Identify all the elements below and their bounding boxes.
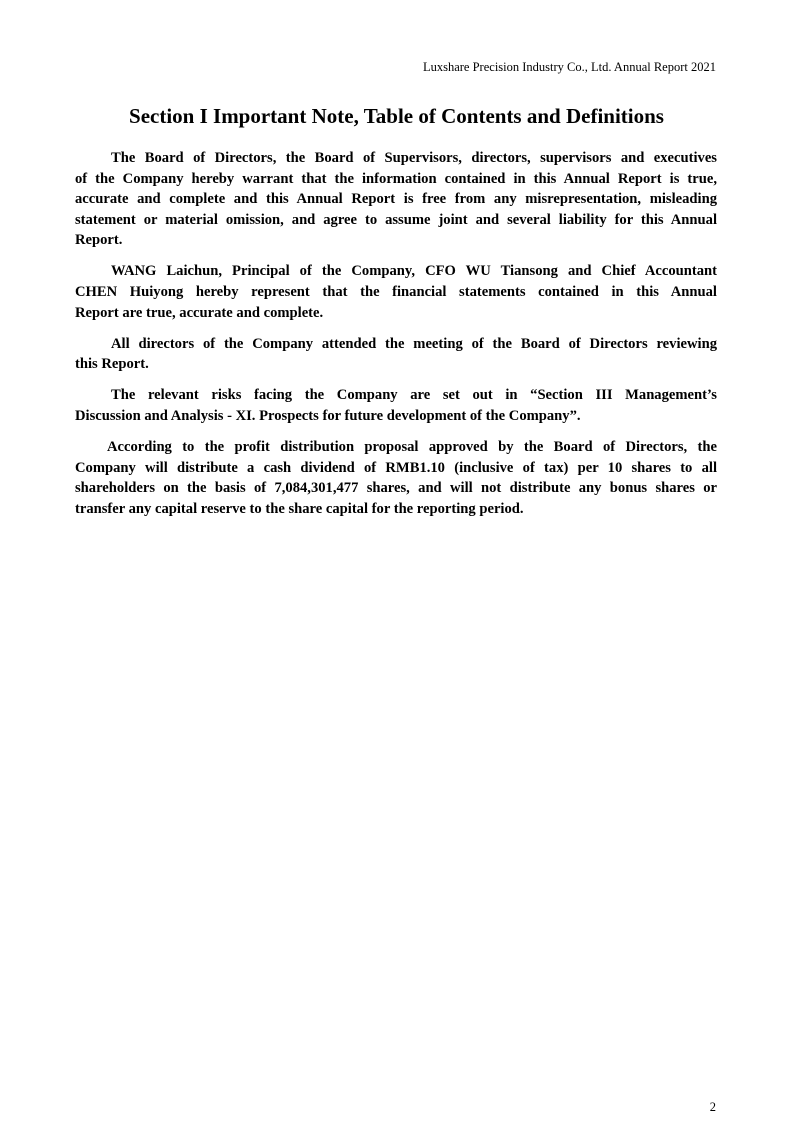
paragraph-line: The relevant risks facing the Company are set out in “Section III Management’s (111, 387, 717, 404)
paragraph-line: of the Company hereby warrant that the information contained in this Annual Report is true, (75, 170, 717, 187)
paragraph-line: Report. (75, 232, 123, 249)
page-number: 2 (709, 1100, 716, 1114)
paragraph-line: WANG Laichun, Principal of the Company, CFO WU Tiansong and Chief Accountant (111, 263, 717, 280)
paragraph (75, 437, 717, 519)
paragraph (75, 148, 717, 251)
paragraph (75, 261, 717, 323)
section-title: Section I Important Note, Table of Contents and Definitions (129, 104, 664, 128)
running-header: Luxshare Precision Industry Co., Ltd. Annual Report 2021 (422, 60, 716, 74)
paragraph-line: Company will distribute a cash dividend of RMB1.10 (inclusive of tax) per 10 shares to all (75, 459, 717, 476)
paragraph (75, 334, 717, 375)
paragraph-line: transfer any capital reserve to the share capital for the reporting period. (75, 500, 524, 517)
paragraph-line: this Report. (75, 356, 149, 373)
paragraph-line: statement or material omission, and agree to assume joint and several liability for this Annual (75, 211, 717, 228)
paragraph-line: shareholders on the basis of 7,084,301,477 shares, and will not distribute any bonus shares or (75, 480, 717, 497)
paragraph-line: All directors of the Company attended the meeting of the Board of Directors reviewing (111, 335, 717, 352)
paragraph-line: CHEN Huiyong hereby represent that the financial statements contained in this Annual (75, 284, 717, 301)
paragraph-line: The Board of Directors, the Board of Supervisors, directors, supervisors and executives (111, 150, 717, 166)
paragraph-line: According to the profit distribution proposal approved by the Board of Directors, the (107, 439, 717, 456)
document-body (75, 148, 717, 530)
paragraph-line: Discussion and Analysis - XI. Prospects for future development of the Company”. (75, 408, 581, 425)
paragraph-line: Report are true, accurate and complete. (75, 304, 324, 321)
paragraph (75, 385, 717, 426)
paragraph-line: accurate and complete and this Annual Report is free from any misrepresentation, misleading (75, 191, 717, 208)
